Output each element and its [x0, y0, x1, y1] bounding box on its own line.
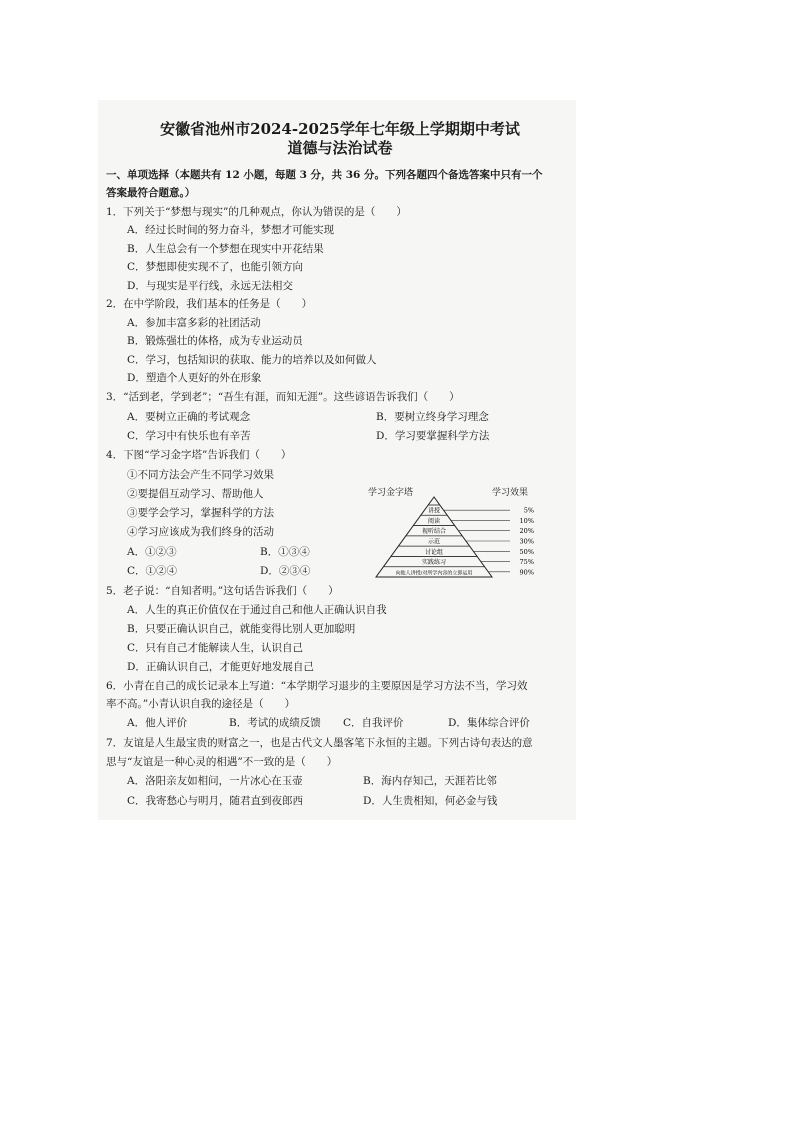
pyramid-effect-value: 90% — [519, 568, 534, 577]
question-1-option-d: D．与现实是平行线，永远无法相交 — [127, 280, 293, 292]
question-2-stem: 2．在中学阶段，我们基本的任务是（ ） — [106, 298, 313, 310]
question-4-stem: 4．下图“学习金字塔”告诉我们（ ） — [106, 449, 292, 461]
question-5-stem: 5．老子说：“自知者明。”这句话告诉我们（ ） — [106, 585, 339, 597]
question-4-statement-3: ③要学会学习，掌握科学的方法 — [127, 507, 274, 519]
pyramid-level-label: 视听结合 — [421, 528, 447, 536]
question-7-option-c: C．我寄愁心与明月，随君直到夜郎西 — [127, 795, 304, 807]
question-6-option-a: A．他人评价 — [127, 717, 188, 729]
question-1-option-a: A．经过长时间的努力奋斗，梦想才可能实现 — [127, 224, 335, 236]
question-4-option-b: B．①③④ — [260, 546, 310, 558]
pyramid-level-label: 阅读 — [427, 517, 441, 525]
question-3-option-d: D．学习要掌握科学方法 — [376, 430, 490, 442]
section-heading: 一、单项选择（本题共有 12 小题，每题 3 分，共 36 分。下列各题四个备选答案中只有一个 — [106, 169, 543, 181]
question-5-option-b: B．只要正确认识自己，就能变得比别人更加聪明 — [127, 623, 356, 635]
question-4-option-d: D．②③④ — [260, 565, 311, 577]
question-4-option-c: C．①②④ — [127, 565, 178, 577]
section-heading-cont: 答案最符合题意。） — [106, 187, 196, 199]
question-4-statement-4: ④学习应该成为我们终身的活动 — [127, 526, 274, 538]
question-2-option-b: B．锻炼强壮的体格，成为专业运动员 — [127, 335, 303, 347]
question-7-option-a: A．洛阳亲友如相问，一片冰心在玉壶 — [127, 775, 303, 787]
question-2-option-c: C．学习，包括知识的获取、能力的培养以及如何做人 — [127, 354, 377, 366]
question-2-option-d: D．塑造个人更好的外在形象 — [127, 372, 262, 384]
question-2-option-a: A．参加丰富多彩的社团活动 — [127, 317, 261, 329]
question-6-stem: 6．小青在自己的成长记录本上写道：“本学期学习退步的主要原因是学习方法不当，学习效 — [106, 680, 528, 692]
pyramid-level-label: 讨论组 — [424, 548, 444, 556]
pyramid-level-label: 示范 — [427, 538, 441, 546]
pyramid-effect-value: 20% — [519, 527, 534, 536]
question-3-option-a: A．要树立正确的考试观念 — [127, 411, 251, 423]
question-7-option-d: D．人生贵相知，何必金与钱 — [363, 795, 498, 807]
question-4-statement-1: ①不同方法会产生不同学习效果 — [127, 469, 274, 481]
question-6-stem-cont: 率不高。”小青认识自我的途径是（ ） — [106, 698, 296, 710]
pyramid-effect-title: 学习效果 — [492, 488, 529, 498]
question-1-option-c: C．梦想即使实现不了，也能引领方向 — [127, 261, 304, 273]
learning-pyramid-diagram — [360, 495, 550, 585]
question-3-option-c: C．学习中有快乐也有辛苦 — [127, 430, 251, 442]
question-4-option-a: A．①②③ — [127, 546, 177, 558]
pyramid-effect-value: 10% — [519, 516, 534, 525]
question-5-option-d: D．正确认识自己，才能更好地发展自己 — [127, 661, 314, 673]
pyramid-level-label: 讲授 — [427, 507, 441, 515]
question-3-option-b: B．要树立终身学习理念 — [376, 411, 489, 423]
question-7-stem: 7．友谊是人生最宝贵的财富之一，也是古代文人墨客笔下永恒的主题。下列古诗句表达的意 — [106, 737, 533, 749]
pyramid-effect-value: 30% — [519, 537, 534, 546]
pyramid-title: 学习金字塔 — [368, 488, 414, 498]
question-5-option-a: A．人生的真正价值仅在于通过自己和他人正确认识自我 — [127, 604, 387, 616]
question-6-option-d: D．集体综合评价 — [448, 717, 530, 729]
question-1-option-b: B．人生总会有一个梦想在现实中开花结果 — [127, 243, 324, 255]
question-6-option-c: C．自我评价 — [343, 717, 404, 729]
question-1-stem: 1．下列关于“梦想与现实”的几种观点，你认为错误的是（ ） — [106, 206, 407, 218]
question-4-statement-2: ②要提倡互动学习、帮助他人 — [127, 488, 264, 500]
pyramid-effect-value: 5% — [523, 506, 534, 515]
question-5-option-c: C．只有自己才能解读人生，认识自己 — [127, 642, 304, 654]
pyramid-level-label: 实践练习 — [421, 559, 447, 567]
pyramid-effect-value: 75% — [519, 558, 534, 567]
pyramid-level-label: 向他人讲授/对所学内容的立即运用 — [395, 570, 473, 577]
question-3-stem: 3．“活到老，学到老”；“吾生有涯，而知无涯”。这些谚语告诉我们（ ） — [106, 391, 460, 403]
exam-subtitle: 道德与法治试卷 — [287, 139, 393, 157]
exam-title: 安徽省池州市2024-2025学年七年级上学期期中考试 — [160, 120, 520, 138]
question-7-option-b: B．海内存知己，天涯若比邻 — [363, 775, 497, 787]
question-6-option-b: B．考试的成绩反馈 — [229, 717, 321, 729]
pyramid-effect-value: 50% — [519, 547, 534, 556]
question-7-stem-cont: 思与“友谊是一种心灵的相遇”不一致的是（ ） — [106, 756, 338, 768]
